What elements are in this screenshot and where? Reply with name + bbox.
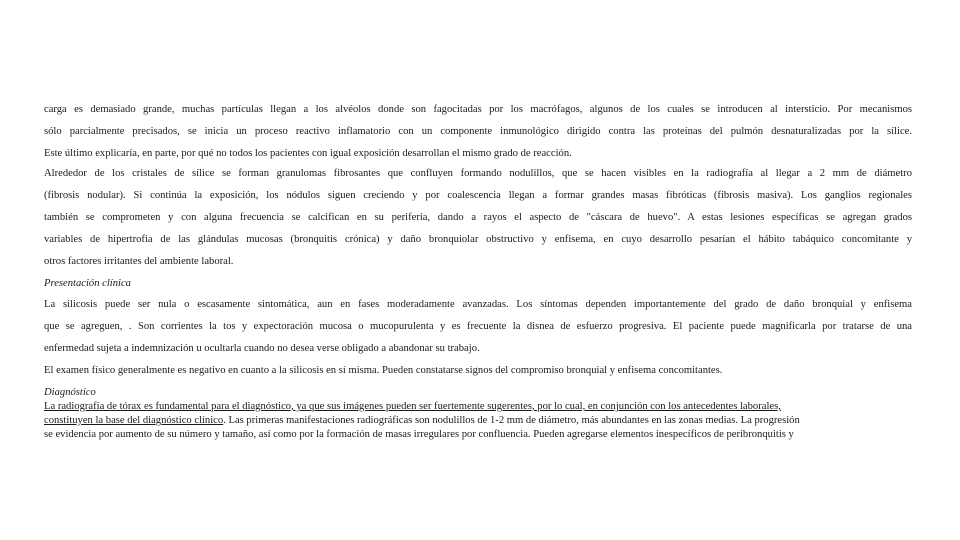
section-heading-presentacion: Presentación clínica bbox=[44, 278, 131, 289]
paragraph-line: se evidencia por aumento de su número y tamaño, así como por la formación de masas irregulares por confluencia. Pueden agregarse elementos inespecíficos de peribronquitis y bbox=[44, 429, 794, 440]
paragraph-line: también se comprometen y con alguna frecuencia se calcifican en su periferia, dando a rayos el aspecto de "cáscara de huevo". A estas lesiones específicas se agregan grados bbox=[44, 212, 912, 223]
paragraph-line: (fibrosis nodular). Si continúa la exposición, los nódulos siguen creciendo y por coalescencia llegan a formar grandes masas fibróticas (fibrosis masiva). Los ganglios regionales bbox=[44, 190, 912, 201]
paragraph-line: carga es demasiado grande, muchas partículas llegan a los alvéolos donde son fagocitadas por los macrófagos, algunos de los cuales se introducen al intersticio. Por mecanismos bbox=[44, 104, 912, 115]
paragraph-line: El examen físico generalmente es negativo en cuanto a la silicosis en sí misma. Pueden constatarse signos del compromiso bronquial y enfisema concomitantes. bbox=[44, 365, 723, 376]
paragraph-line bbox=[44, 414, 912, 428]
paragraph-line: que se agreguen, . Son corrientes la tos y expectoración mucosa o mucopurulenta y es frecuente la disnea de esfuerzo progresiva. El paciente puede magnificarla por tratarse de una bbox=[44, 321, 912, 332]
paragraph-line: Alrededor de los cristales de sílice se forman granulomas fibrosantes que confluyen formando nodulillos, que se hacen visibles en la radiografía al llegar a 2 mm de diámetro bbox=[44, 168, 912, 179]
paragraph-line: Este último explicaría, en parte, por qué no todos los pacientes con igual exposición desarrollan el mismo grado de reacción. bbox=[44, 148, 572, 159]
paragraph-line: La silicosis puede ser nula o escasamente sintomática, aun en fases moderadamente avanzadas. Los síntomas dependen importantemente del grado de daño bronquial y enfisema bbox=[44, 299, 912, 310]
section-heading-diagnostico: Diagnóstico bbox=[44, 387, 96, 398]
underlined-line: La radiografía de tórax es fundamental para el diagnóstico, ya que sus imágenes pueden ser fuertemente sugerentes, por lo cual, en conjunción con los antecedentes laborales, bbox=[44, 401, 781, 412]
underlined-phrase: constituyen la base del diagnóstico clínico bbox=[44, 415, 224, 426]
paragraph-line: sólo parcialmente precisados, se inicia un proceso reactivo inflamatorio con un componente inmunológico dirigido contra las proteínas del pulmón desnaturalizadas por la sílice. bbox=[44, 126, 912, 137]
paragraph-line: otros factores irritantes del ambiente laboral. bbox=[44, 256, 234, 267]
line-continuation: . Las primeras manifestaciones radiográficas son nodulillos de 1-2 mm de diámetro, más abundantes en las zonas medias. La progresión bbox=[223, 415, 800, 426]
paragraph-line: enfermedad sujeta a indemnización u ocultarla cuando no desea verse obligado a abandonar su trabajo. bbox=[44, 343, 480, 354]
paragraph-line: variables de hipertrofia de las glándulas mucosas (bronquitis crónica) y daño bronquiolar obstructivo y enfisema, en cuyo desarrollo pesarían el hábito tabáquico concomitante y bbox=[44, 234, 912, 245]
